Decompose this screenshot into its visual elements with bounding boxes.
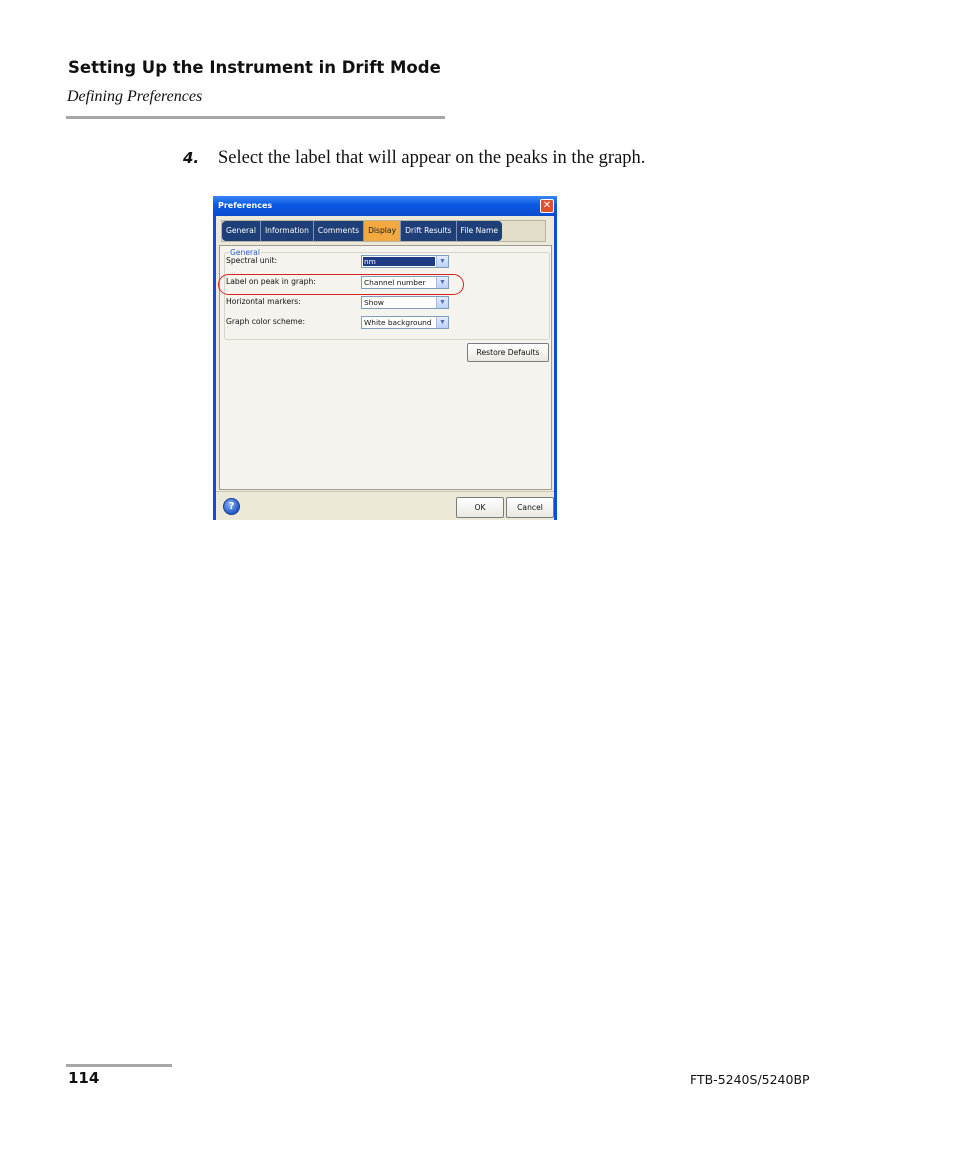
section-title: Setting Up the Instrument in Drift Mode <box>68 58 441 77</box>
close-button[interactable] <box>540 199 554 213</box>
tab-file-name[interactable]: File Name <box>457 221 503 241</box>
chevron-down-icon[interactable]: ▼ <box>436 256 448 267</box>
chevron-down-icon[interactable]: ▼ <box>436 297 448 308</box>
dialog-title: Preferences <box>218 201 273 210</box>
header-rule <box>66 116 445 119</box>
restore-defaults-button[interactable]: Restore Defaults <box>467 343 549 362</box>
tab-drift-results[interactable]: Drift Results <box>401 221 456 241</box>
chevron-down-icon[interactable]: ▼ <box>436 277 448 288</box>
graph-color-scheme-select[interactable] <box>361 316 449 329</box>
graph-color-scheme-label: Graph color scheme: <box>226 317 306 326</box>
chevron-down-icon[interactable]: ▼ <box>436 317 448 328</box>
help-icon: ? <box>228 501 235 512</box>
dialog-body <box>216 216 554 520</box>
preferences-dialog <box>213 196 557 520</box>
highlight-ring <box>218 274 464 295</box>
label-on-peak-value: Channel number <box>364 278 426 287</box>
group-label: General <box>230 248 260 257</box>
model-name: FTB-5240S/5240BP <box>690 1072 810 1087</box>
close-icon: ✕ <box>542 200 552 211</box>
ok-button[interactable]: OK <box>456 497 504 518</box>
page-number: 114 <box>68 1069 100 1087</box>
footer-separator <box>216 491 554 492</box>
spectral-unit-value: nm <box>364 257 376 266</box>
tab-information[interactable]: Information <box>261 221 314 241</box>
horizontal-markers-select[interactable] <box>361 296 449 309</box>
tab-comments[interactable]: Comments <box>314 221 364 241</box>
label-on-peak-label: Label on peak in graph: <box>226 277 316 286</box>
tab-list <box>222 221 502 241</box>
dialog-title-bar <box>213 196 557 216</box>
tab-display[interactable]: Display <box>364 221 401 241</box>
footer-rule <box>66 1064 172 1067</box>
spectral-unit-select[interactable] <box>361 255 449 268</box>
cancel-button[interactable]: Cancel <box>506 497 554 518</box>
graph-color-scheme-value: White background <box>364 318 432 327</box>
help-button[interactable] <box>223 498 240 515</box>
spectral-unit-label: Spectral unit: <box>226 256 278 265</box>
horizontal-markers-label: Horizontal markers: <box>226 297 301 306</box>
step-number: 4. <box>183 149 200 167</box>
subsection-title: Defining Preferences <box>67 88 203 105</box>
tab-general[interactable]: General <box>222 221 261 241</box>
horizontal-markers-value: Show <box>364 298 384 307</box>
step-text: Select the label that will appear on the peaks in the graph. <box>218 148 646 168</box>
